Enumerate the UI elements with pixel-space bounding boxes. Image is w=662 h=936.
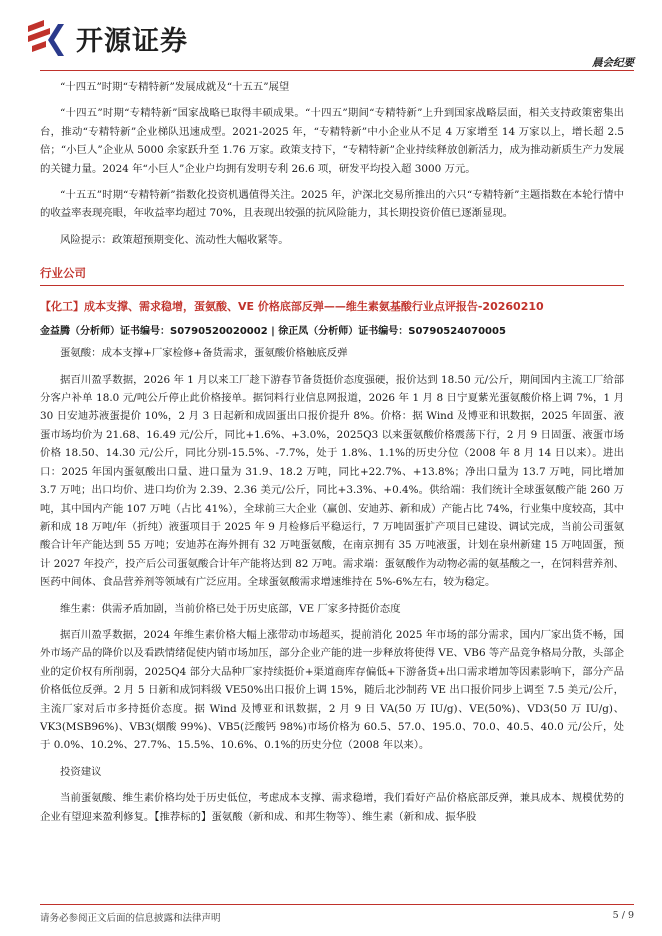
intro-paragraph-1: “十四五”时期“专精特新”国家战略已取得丰硕成果。“十四五”期间“专精特新”上升到国家战略层面，相关支持政策密集出台，推动“专精特新”企业梯队迅速成型。2021-2025 年，“专精特新”中小企业从不足 4 万家增至 14 万家以上，增长超 2.5 倍；“小巨人”企业从 5000 余家跃升至 1.76 万家。政策支持下，“专精特新”企业持续释放创新活力，成为推动新质生产力发展的关键力量。2024 年“小巨人”企业户均拥有发明专利 26.6 项，研发平均投入超 3000 万元。 [40, 107, 624, 175]
section-title: 行业公司 [40, 265, 624, 286]
risk-warning: 风险提示：政策超预期变化、流动性大幅收紧等。 [60, 233, 289, 246]
subheading-investment: 投资建议 [60, 765, 102, 778]
paragraph-methionine: 据百川盈孚数据，2026 年 1 月以来工厂趁下游春节备货挺价态度强硬，报价达到 18.50 元/公斤，期间国内主流工厂给部分客户补单 18.0 元/吨公斤停止此价格接单。据饲料行业信息网报道，2026 年 1 月 8 日宁夏紫光蛋氨酸价格上调 7%，1 月 30 日安迪苏液蛋提价 10%，2 月 3 日起新和成固蛋出口报价提升 8%。价格：据 Wind 及博亚和讯数据，2025 年固蛋、液蛋市场均价为 21.68、16.49 元/公斤，同比+1.6%、+3.0%，2025Q3 以来蛋氨酸价格震荡下行，2 月 9 日固蛋、液蛋市场价格 18.50、14.30 元/公斤，同比分别-15.5%、-7.7%，处于 1.8%、1.1%的历史分位（2008 年 8 月 14 日以来）。进出口：2025 年国内蛋氨酸出口量、进口量为 31.9、18.2 万吨，同比+22.7%、+13.8%；净出口量为 13.7 万吨，同比增加 3.7 万吨；出口均价、进口均价为 2.39、2.36 美元/公斤，同比+3.3%、+0.4%。供给端：我们统计全球蛋氨酸产能 260 万吨，其中国内产能 107 万吨（占比 41%），全球前三大企业（赢创、安迪苏、新和成）产能占比 74%，行业集中度较高，其中新和成 18 万吨/年（折纯）液蛋项目于 2025 年 9 月检修后平稳运行，7 万吨固蛋扩产项目已建设、调试完成，当前公司蛋氨酸合计年产能达到 55 万吨；安迪苏在海外拥有 32 万吨蛋氨酸，在南京拥有 35 万吨液蛋，计划在泉州新建 15 万吨固蛋，预计 2027 年投产，投产后公司蛋氨酸合计年产能将达到 82 万吨。需求端：蛋氨酸作为动物必需的氨基酸之一，在饲料营养剂、医药中间体、食品营养剂等领域有广泛应用。全球蛋氨酸需求增速维持在 5%-6%左右，较为稳定。 [40, 373, 624, 589]
page-footer [40, 904, 634, 924]
logo-mark-icon [24, 18, 68, 58]
page-number: 5 / 9 [612, 910, 634, 921]
analyst-info: 金益腾（分析师）证书编号：S0790520020002 | 徐正凤（分析师）证书编号：S0790524070005 [40, 326, 506, 338]
intro-paragraph-2: “十五五”时期“专精特新”指数化投资机遇值得关注。2025 年，沪深北交易所推出的六只“专精特新”主题指数在本轮行情中的收益率表现亮眼，年收益率均超过 70%，且表现出较强的抗风险能力，其长期投资价值已逐渐显现。 [40, 189, 624, 220]
report-title[interactable]: 【化工】成本支撑、需求稳增，蛋氨酸、VE 价格底部反弹——维生素氨基酸行业点评报告-20260210 [40, 300, 544, 314]
intro-heading: “十四五”时期“专精特新”发展成就及“十五五”展望 [60, 81, 290, 93]
subheading-methionine: 蛋氨酸：成本支撑+厂家检修+备货需求，蛋氨酸价格触底反弹 [60, 347, 348, 360]
paragraph-investment: 当前蛋氨酸、维生素价格均处于历史低位，考虑成本支撑、需求稳增，我们看好产品价格底部反弹，兼具成本、规模优势的企业有望迎来盈利修复。【推荐标的】蛋氨酸（新和成、和邦生物等）、维生素（新和成、振华股 [40, 792, 624, 823]
header-divider [40, 70, 634, 71]
logo-text: 开源证券 [76, 25, 188, 57]
paragraph-vitamin: 据百川盈孚数据，2024 年维生素价格大幅上涨带动市场超买，提前消化 2025 年市场的部分需求，国内厂家出货不畅，国外市场产品的降价以及看跌情绪促使内销市场加压，部分企业产能的进一步释放将使得 VE、VB6 等产品竞争格局分散，头部企业的定价权有所削弱，2025Q4 部分大品种厂家持续挺价+渠道商库存偏低+下游备货+出口需求增加等因素影响下，部分产品价格低位反弹。2 月 5 日新和成饲料级 VE50%出口报价上调 15%，随后北沙制药 VE 出口报价同步上调至 7.5 美元/公斤，主流厂家对后市多持挺价态度。据 Wind 及博亚和讯数据，2 月 9 日 VA(50 万 IU/g)、VE(50%)、VD3(50 万 IU/g)、VK3(MSB96%)、VB3(烟酸 99%)、VB5(泛酸钙 98%)市场价格为 60.5、57.0、195.0、70.0、40.5、40.0 元/公斤，处于 0.0%、10.2%、27.7%、15.5%、10.6%、0.1%的历史分位（2008 年以来）。 [40, 628, 624, 752]
footer-disclaimer: 请务必参阅正文后面的信息披露和法律声明 [40, 913, 221, 924]
subheading-vitamin: 维生素：供需矛盾加剧，当前价格已处于历史底部，VE 厂家多持挺价态度 [60, 602, 401, 615]
document-body [40, 78, 624, 826]
section-label: 晨会纪要 [592, 57, 634, 69]
page-header [0, 0, 662, 70]
company-logo [24, 18, 188, 58]
